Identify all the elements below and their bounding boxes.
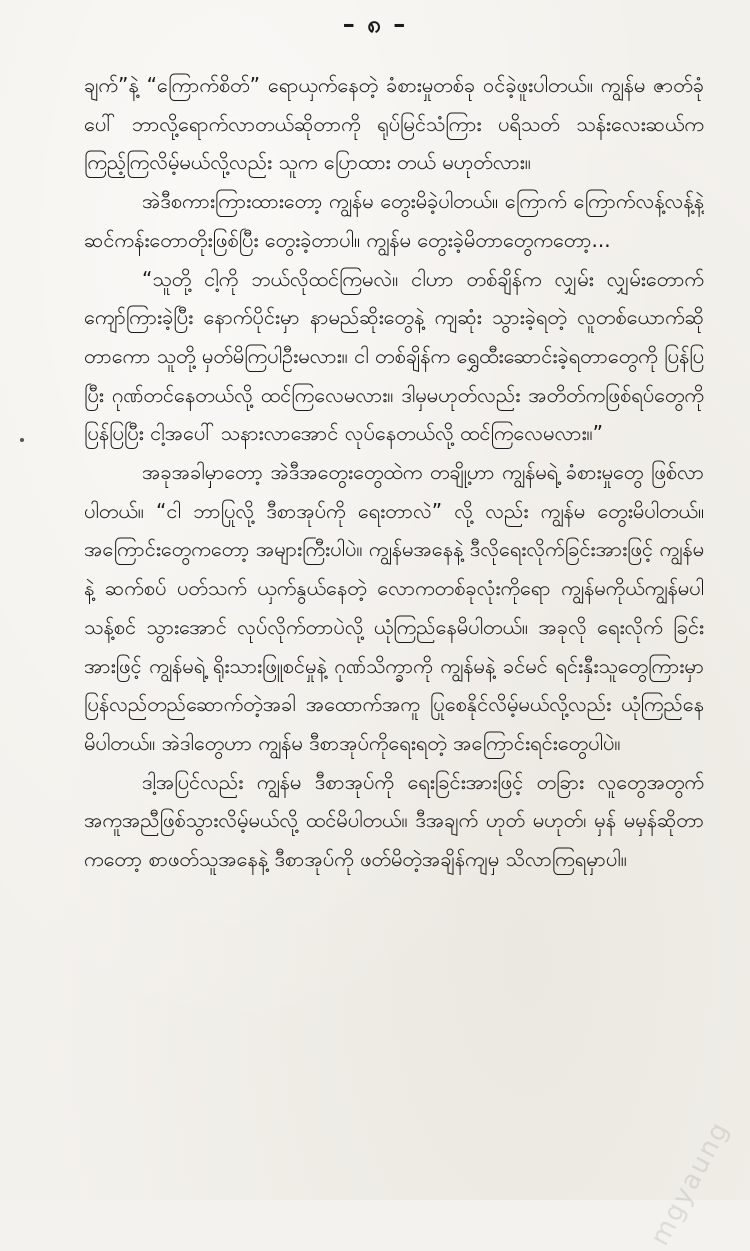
watermark: mgyaung — [645, 1115, 736, 1251]
page-number: – ၈ – — [342, 10, 408, 38]
paragraph-2: အဲဒီစကားကြားထားတော့ ကျွန်မ တွေးမိခဲ့ပါတယ်။ ကြောက် ကြောက်လန့်လန့်နဲ့ ဆင်ကန်းတောတိုးဖြစ်ပြီး တွေးခဲ့တာပါ။ ကျွန်မ တွေးခဲ့မိတာတွေကတော့... — [84, 189, 704, 252]
paragraph-3-quote: “သူတို့ ငါ့ကို ဘယ်လိုထင်ကြမလဲ။ ငါဟာ တစ်ချိန်က လျှမ်း လျှမ်းတောက် ကျော်ကြားခဲ့ပြီး နောက်ပိုင်းမှာ နာမည်ဆိုးတွေနဲ့ ကျဆုံး သွားခဲ့ရတဲ့ လူတစ်ယောက်ဆိုတာကော သူတို့ မှတ်မိကြပါဦးမလား။ ငါ တစ်ချိန်က ရွှေထီးဆောင်းခဲ့ရတာတွေကို ပြန်ပြပြီး ဂုဏ်တင်နေတယ်လို့ ထင်ကြလေမလား။ ဒါမှမဟုတ်လည်း အတိတ်ကဖြစ်ရပ်တွေကို ပြန်ပြပြီး ငါ့အပေါ် သနားလာအောင် လုပ်နေတယ်လို့ ထင်ကြလေမလား။” — [84, 266, 704, 446]
scan-speck — [20, 438, 24, 442]
body-text — [84, 66, 704, 1186]
paragraph-1: ချက်”နဲ့ “ကြောက်စိတ်” ရောယှက်နေတဲ့ ခံစားမှုတစ်ခု ဝင်ခဲ့ဖူးပါတယ်။ ကျွန်မ ဇာတ်ခုံပေါ် ဘာလို့ရောက်လာတယ်ဆိုတာကို ရုပ်မြင်သံကြား ပရိသတ် သန်းလေးဆယ်က ကြည့်ကြလိမ့်မယ်လို့လည်း သူက ပြောထား တယ် မဟုတ်လား။ — [84, 73, 704, 175]
paragraph-5: ဒါ့အပြင်လည်း ကျွန်မ ဒီစာအုပ်ကို ရေးခြင်းအားဖြင့် တခြား လူတွေအတွက် အကူအညီဖြစ်သွားလိမ့်မယ်လို့ ထင်မိပါတယ်။ ဒီအချက် ဟုတ် မဟုတ်၊ မှန် မမှန်ဆိုတာကတော့ စာဖတ်သူအနေနဲ့ ဒီစာအုပ်ကို ဖတ်မိတဲ့အချိန်ကျမှ သိလာကြရမှာပါ။ — [84, 769, 704, 872]
paragraph-4: အခုအခါမှာတော့ အဲဒီအတွေးတွေထဲက တချို့ဟာ ကျွန်မရဲ့ ခံစားမှုတွေ ဖြစ်လာပါတယ်။ “ငါ ဘာပြုလို့ ဒီစာအုပ်ကို ရေးတာလဲ” လို့ လည်း ကျွန်မ တွေးမိပါတယ်။ အကြောင်းတွေကတော့ အများကြီးပါပဲ။ ကျွန်မအနေနဲ့ ဒီလိုရေးလိုက်ခြင်းအားဖြင့် ကျွန်မနဲ့ ဆက်စပ် ပတ်သက် ယှက်နွယ်နေတဲ့ လောကတစ်ခုလုံးကိုရော ကျွန်မကိုယ်ကျွန်မပါ သန့်စင် သွားအောင် လုပ်လိုက်တာပဲလို့ ယုံကြည်နေမိပါတယ်။ အခုလို ရေးလိုက် ခြင်းအားဖြင့် ကျွန်မရဲ့ ရိုးသားဖြူစင်မှုနဲ့ ဂုဏ်သိက္ခာကို ကျွန်မနဲ့ ခင်မင် ရင်းနှီးသူတွေကြားမှာ ပြန်လည်တည်ဆောက်တဲ့အခါ အထောက်အကူ ပြုစေနိုင်လိမ့်မယ်လို့လည်း ယုံကြည်နေမိပါတယ်။ အဲဒါတွေဟာ ကျွန်မ ဒီစာအုပ်ကိုရေးရတဲ့ အကြောင်းရင်းတွေပါပဲ။ — [84, 460, 704, 755]
